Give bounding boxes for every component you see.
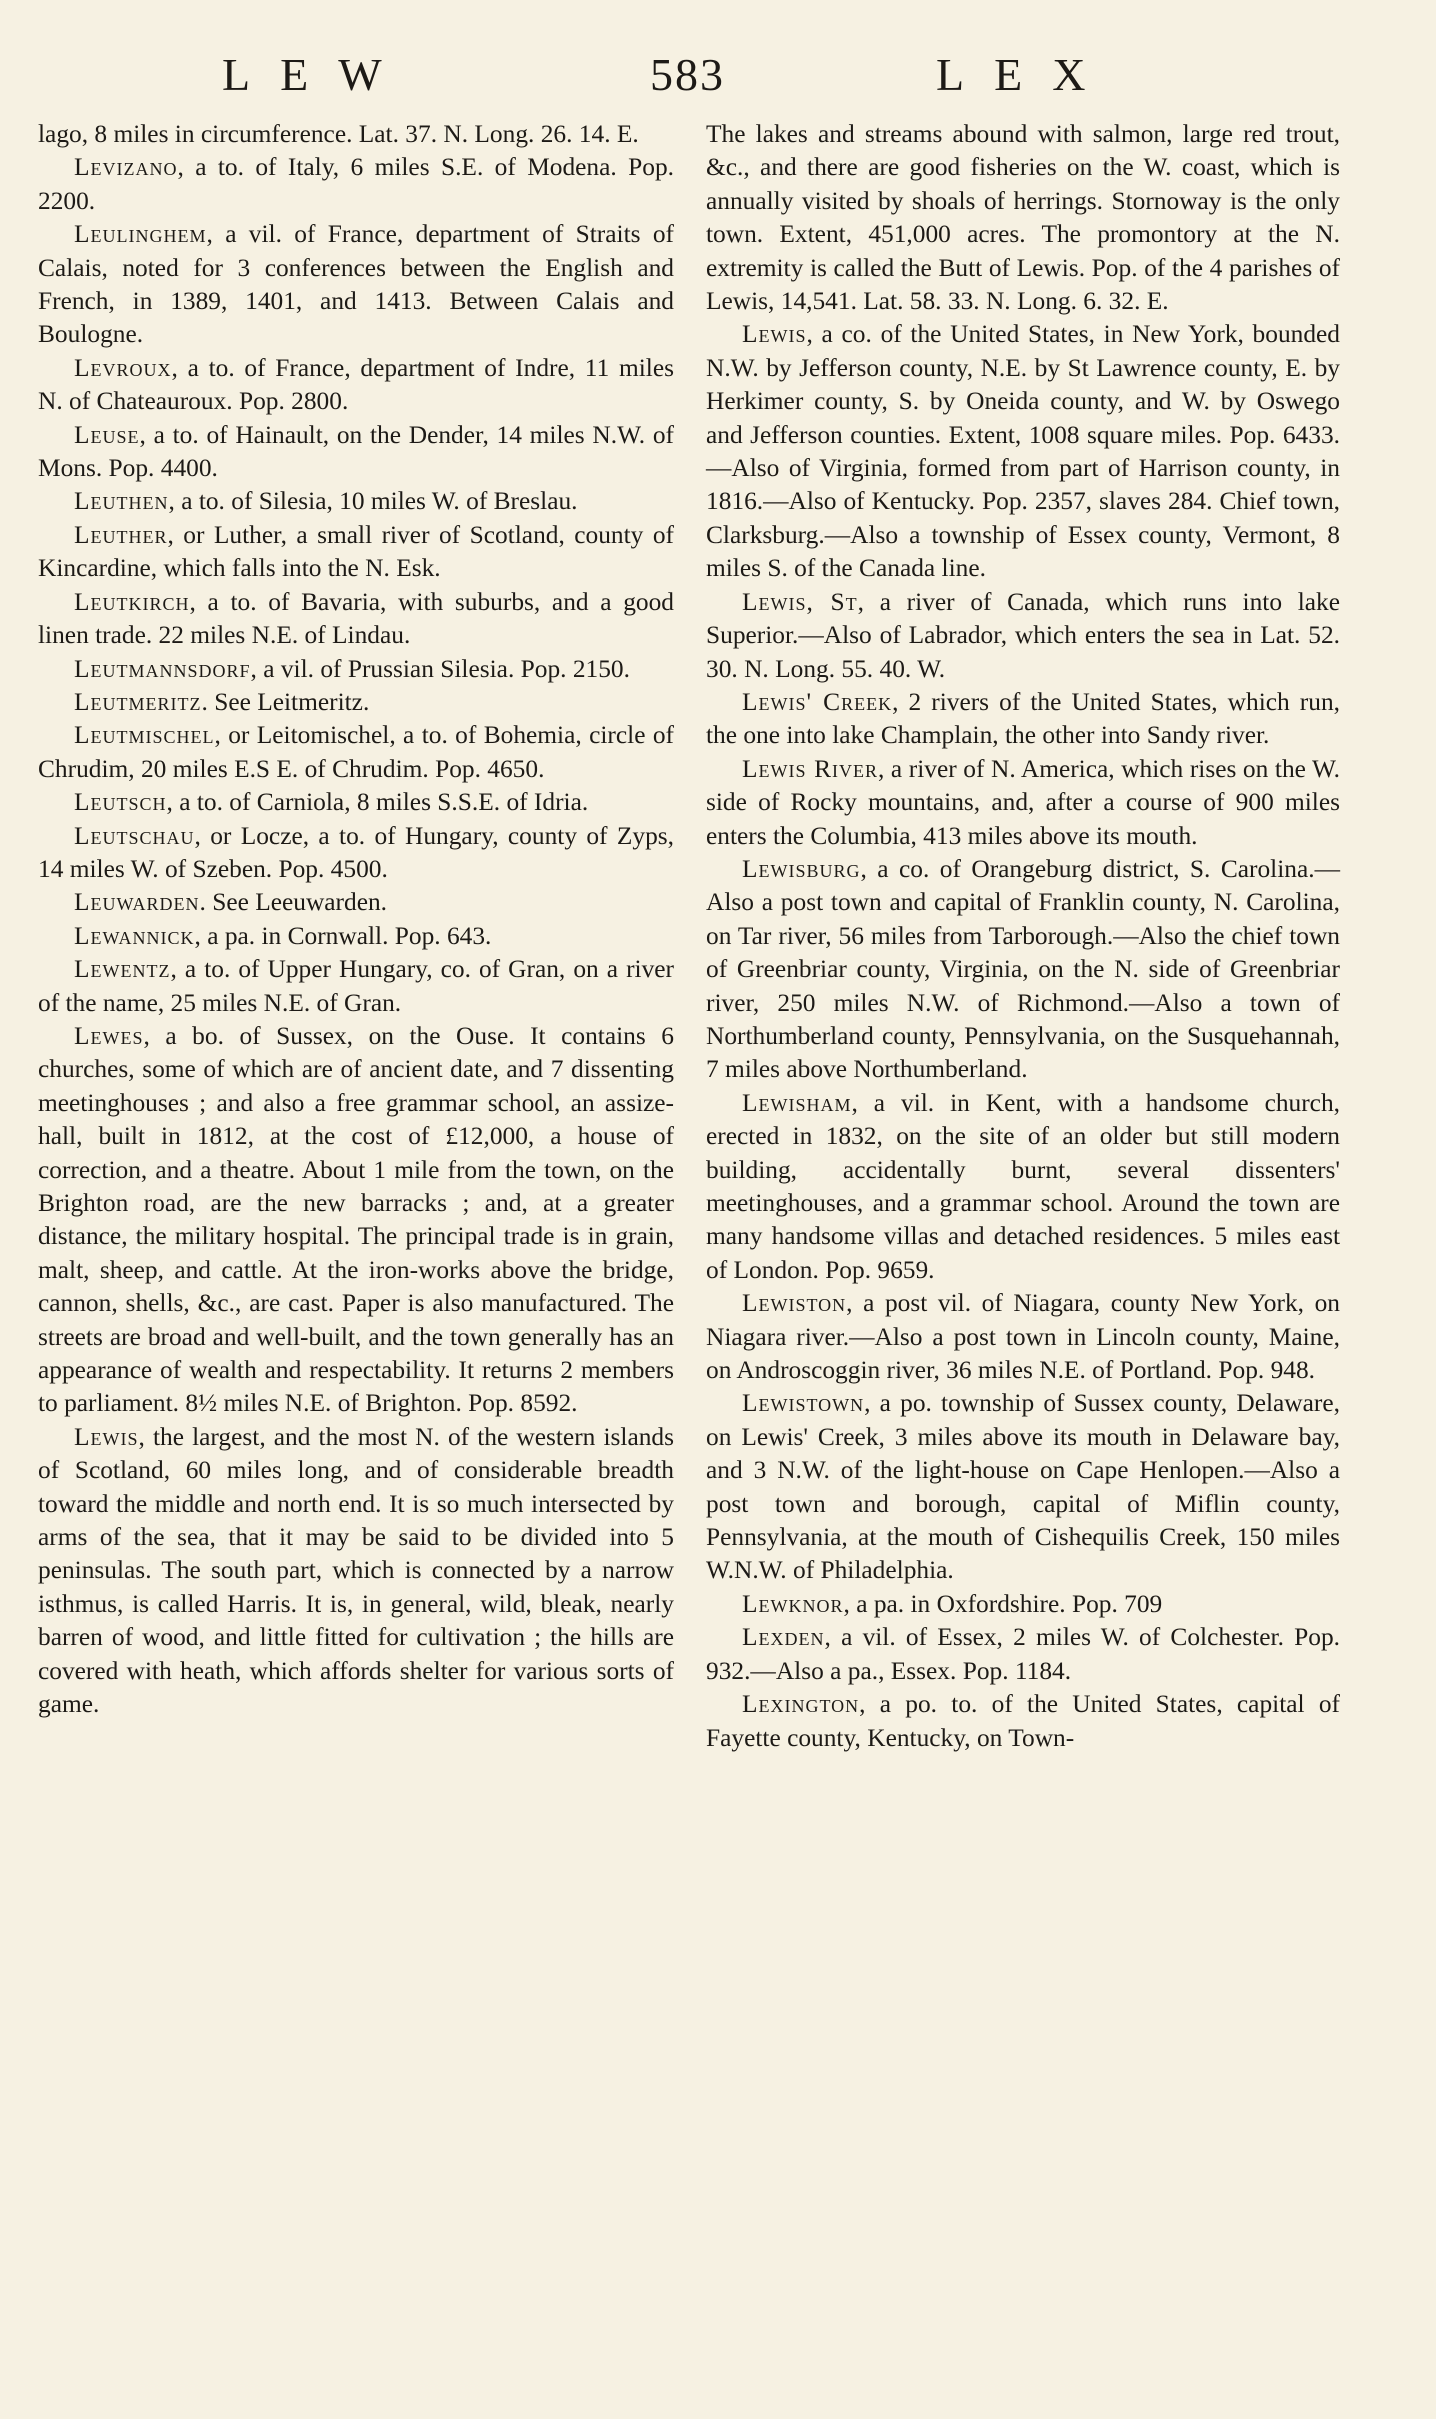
entry-text: , a pa. in Cornwall. Pop. 643. [194,921,492,950]
dictionary-entry [706,118,1340,318]
entry-headword: Leulinghem [74,220,207,249]
dictionary-entry [38,485,674,518]
dictionary-entry [38,886,674,919]
dictionary-entry [706,753,1340,853]
dictionary-entry [38,719,674,786]
dictionary-entry [38,519,674,586]
right-column [706,118,1340,1755]
entry-text: . See Leitmeritz. [201,687,370,716]
entry-headword: Lewisburg [742,854,861,883]
entry-text: , a pa. in Oxfordshire. Pop. 709 [843,1589,1163,1618]
entry-headword: Lewannick [74,921,195,950]
dictionary-entry [38,586,674,653]
dictionary-entry [38,953,674,1020]
entry-text: , a to. of Bavaria, with suburbs, and a good linen trade. 22 miles N.E. of Lindau. [38,587,674,650]
running-header [0,48,1436,110]
dictionary-entry [38,1421,674,1722]
entry-headword: Leutmischel [74,721,215,750]
entry-text: , or Leitomischel, a to. of Bohemia, circle of Chrudim, 20 miles E.S E. of Chrudim. Pop. 4650. [38,721,674,783]
dictionary-entry [706,586,1340,686]
dictionary-entry [38,686,674,719]
entry-headword: Leutkirch [74,587,190,616]
entry-headword: Lewis River [742,754,879,783]
entry-text: The lakes and streams abound with salmon, large red trout, &c., and there are good fisheries on the W. coast, which is annually visited by shoals of herrings. Stornoway is the only town. Extent, 451,000 acres. The promontory at the N. extremity is called the Butt of Lewis. Pop. of the 4 parishes of Lewis, 14,541. Lat. 58. 33. N. Long. 6. 32. E. [706,120,1340,316]
dictionary-entry [706,1387,1340,1587]
dictionary-entry [38,1020,674,1421]
dictionary-entry [38,820,674,887]
entry-text: , 2 rivers of the United States, which run, the one into lake Champlain, the other into Sandy river. [706,687,1340,750]
entry-headword: Lexden [742,1623,825,1652]
entry-text: , a post vil. of Niagara, county New York, on Niagara river.—Also a post town in Lincoln county, Maine, on Androscoggin river, 36 miles N.E. of Portland. Pop. 948. [706,1289,1340,1385]
entry-headword: Levroux [74,353,172,382]
dictionary-entry [38,118,674,151]
dictionary-entry [38,786,674,819]
entry-headword: Leuwarden [74,888,200,917]
entry-text: , a vil. of France, department of Straits of Calais, noted for 3 conferences between the English and French, in 1389, 1401, and 1413. Between Calais and Boulogne. [38,220,674,349]
entry-headword: Levizano [74,153,178,182]
entry-text: , a vil. of Prussian Silesia. Pop. 2150. [250,654,630,683]
entry-text: lago, 8 miles in circumference. Lat. 37. N. Long. 26. 14. E. [38,120,639,148]
entry-text: , a to. of Italy, 6 miles S.E. of Modena. Pop. 2200. [38,153,674,215]
entry-text: , a po. township of Sussex county, Delaware, on Lewis' Creek, 3 miles above its mouth in Delaware bay, and 3 N.W. of the light-house on Cape Henlopen.—Also a post town and borough, capital of Miflin county, Pennsylvania, at the mouth of Cishequilis Creek, 150 miles W.N.W. of Philadelphia. [706,1389,1340,1585]
entry-text: , a to. of France, department of Indre, 11 miles N. of Chateauroux. Pop. 2800. [38,353,674,416]
dictionary-entry [38,352,674,419]
entry-headword: Leuthen [74,487,169,516]
entry-text: , a co. of Orangeburg district, S. Carolina.—Also a post town and capital of Franklin county, N. Carolina, on Tar river, 56 miles from Tarborough.—Also the chief town of Greenbriar county, Virginia, on the N. side of Greenbriar river, 250 miles N.W. of Richmond.—Also a town of Northumberland county, Pennsylvania, on the Susquehannah, 7 miles above Northumberland. [706,854,1340,1084]
entry-headword: Leuse [74,420,140,449]
entry-text: , or Luther, a small river of Scotland, county of Kincardine, which falls into the N. Esk. [38,520,674,583]
entry-text: , a river of N. America, which rises on the W. side of Rocky mountains, and, after a course of 900 miles enters the Columbia, 413 miles above its mouth. [706,754,1341,850]
entry-headword: Lewis' Creek [742,687,893,716]
entry-text: , a vil. of Essex, 2 miles W. of Colchester. Pop. 932.—Also a pa., Essex. Pop. 1184. [706,1623,1340,1685]
dictionary-entry [38,218,674,352]
dictionary-entry [706,1287,1340,1387]
dictionary-entry [706,853,1340,1087]
entry-text: . See Leeuwarden. [199,888,388,917]
entry-headword: Leutschau [74,821,195,850]
entry-text: , a to. of Upper Hungary, co. of Gran, on a river of the name, 25 miles N.E. of Gran. [38,955,674,1017]
dictionary-entry [706,1688,1340,1755]
entry-text: , a po. to. of the United States, capital of Fayette county, Kentucky, on Town- [706,1690,1340,1752]
entry-headword: Lewis, St [742,587,858,616]
dictionary-entry [38,151,674,218]
dictionary-entry [38,653,674,686]
entry-headword: Leutsch [74,788,167,817]
entry-text: , the largest, and the most N. of the western islands of Scotland, 60 miles long, and of considerable breadth toward the middle and north end. It is so much intersected by arms of the sea, that it may be said to be divided into 5 peninsulas. The south part, which is connected by a narrow isthmus, is called Harris. It is, in general, wild, bleak, nearly barren of wood, and little fitted for cultivation ; the hills are covered with heath, which affords shelter for various sorts of game. [38,1422,674,1719]
entry-text: , a bo. of Sussex, on the Ouse. It contains 6 churches, some of which are of ancient date, and 7 dissenting meetinghouses ; and also a free grammar school, an assize-hall, built in 1812, at the cost of £12,000, a house of correction, and a theatre. About 1 mile from the town, on the Brighton road, are the new barracks ; and, at a greater distance, the military hospital. The principal trade is in grain, malt, sheep, and cattle. At the iron-works above the bridge, cannon, shells, &c., are cast. Paper is also manufactured. The streets are broad and well-built, and the town generally has an appearance of wealth and respectability. It returns 2 members to parliament. 8½ miles N.E. of Brighton. Pop. 8592. [38,1021,674,1418]
entry-headword: Lewistown [742,1389,865,1418]
entry-headword: Leuther [74,520,168,549]
left-column [38,118,674,1722]
entry-text: , a river of Canada, which runs into lake Superior.—Also of Labrador, which enters the sea in Lat. 52. 30. N. Long. 55. 40. W. [706,587,1341,683]
entry-text: , a co. of the United States, in New York, bounded N.W. by Jefferson county, N.E. by St Lawrence county, E. by Herkimer county, S. by Oneida county, and W. by Oswego and Jefferson counties. Extent, 1008 square miles. Pop. 6433.—Also of Virginia, formed from part of Harrison county, in 1816.—Also of Kentucky. Pop. 2357, slaves 284. Chief town, Clarksburg.—Also a township of Essex county, Vermont, 8 miles S. of the Canada line. [706,320,1340,583]
entry-text: , a to. of Carniola, 8 miles S.S.E. of Idria. [166,788,589,817]
entry-headword: Leutmeritz [74,687,202,716]
entry-headword: Lewentz [74,955,171,984]
entry-headword: Lewis [742,320,807,349]
dictionary-entry [38,920,674,953]
dictionary-entry [706,318,1340,585]
dictionary-entry [706,1588,1340,1621]
entry-headword: Leutmannsdorf [74,654,251,683]
entry-text: , a to. of Hainault, on the Dender, 14 miles N.W. of Mons. Pop. 4400. [38,420,674,483]
entry-headword: Lewis [74,1422,139,1451]
entry-text: , or Locze, a to. of Hungary, county of Zyps, 14 miles W. of Szeben. Pop. 4500. [38,821,674,883]
entry-text: , a to. of Silesia, 10 miles W. of Breslau. [168,487,578,516]
dictionary-entry [706,686,1340,753]
dictionary-entry [706,1087,1340,1287]
entry-headword: Lexington [742,1690,860,1719]
entry-text: , a vil. in Kent, with a handsome church, erected in 1832, on the site of an older but still modern building, accidentally burnt, several dissenters' meetinghouses, and a grammar school. Around the town are many handsome villas and detached residences. 5 miles east of London. Pop. 9659. [706,1088,1340,1284]
header-right-guide-word: LEX [936,49,1116,100]
entry-headword: Lewes [74,1021,144,1050]
dictionary-entry [38,419,674,486]
page-number: 583 [650,49,725,100]
entry-headword: Lewisham [742,1088,852,1117]
entry-headword: Lewknor [742,1589,844,1618]
entry-headword: Lewiston [742,1289,847,1318]
header-left-guide-word: LEW [222,49,412,100]
dictionary-entry [706,1621,1340,1688]
